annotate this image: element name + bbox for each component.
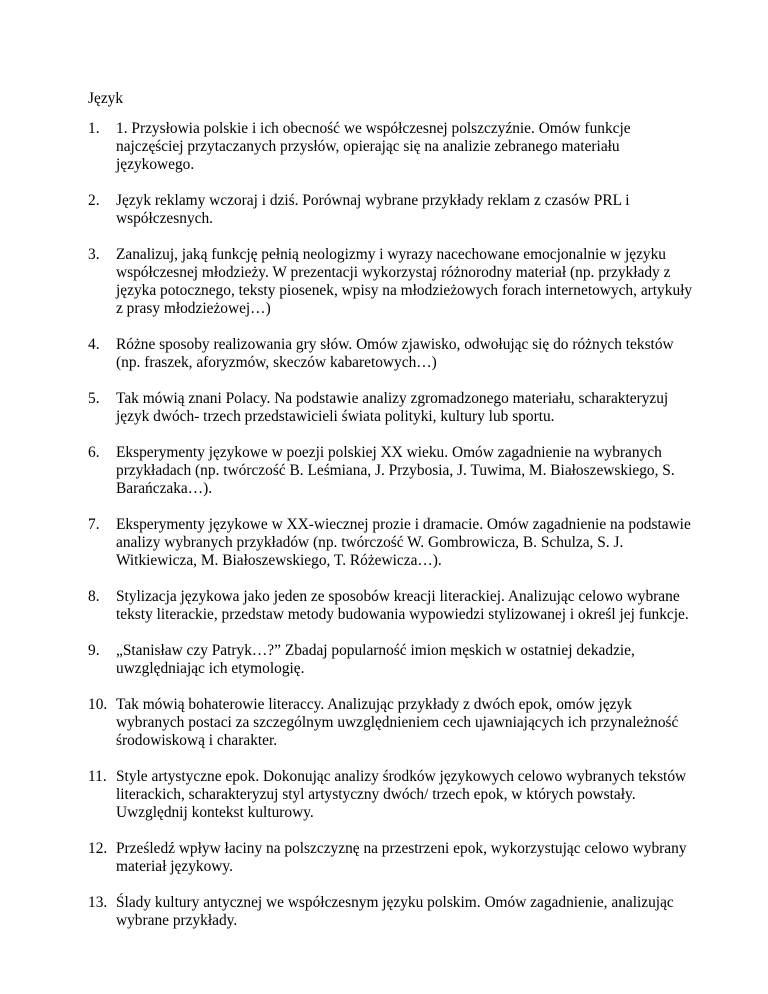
item-number: 13. bbox=[88, 894, 108, 911]
item-number: 4. bbox=[88, 336, 100, 353]
item-number: 11. bbox=[88, 768, 107, 785]
item-number: 12. bbox=[88, 840, 108, 857]
list-item bbox=[88, 894, 700, 930]
item-text: Style artystyczne epok. Dokonując analizy środków językowych celowo wybranych tekstów literackich, scharakteryzuj styl artystyczny dwóch/ trzech epok, w których powstały. Uwzględnij kontekst kulturowy. bbox=[116, 768, 687, 821]
list-item bbox=[88, 390, 700, 426]
item-number: 9. bbox=[88, 642, 100, 659]
item-number: 7. bbox=[88, 516, 100, 533]
item-number: 6. bbox=[88, 444, 100, 461]
item-number: 3. bbox=[88, 246, 100, 263]
item-text: Stylizacja językowa jako jeden ze sposobów kreacji literackiej. Analizując celowo wybrane teksty literackie, przedstaw metody budowania wypowiedzi stylizowanej i określ jej funkcje. bbox=[116, 588, 689, 623]
item-number: 1. bbox=[88, 120, 100, 137]
item-text: Tak mówią bohaterowie literaccy. Analizując przykłady z dwóch epok, omów język wybranych postaci za szczególnym uwzględnieniem cech ujawniających ich przynależność środowiskową i charakter. bbox=[116, 696, 679, 749]
list-item bbox=[88, 120, 700, 174]
list-item bbox=[88, 642, 700, 678]
list-item bbox=[88, 192, 700, 228]
item-text: Język reklamy wczoraj i dziś. Porównaj wybrane przykłady reklam z czasów PRL i współczesnych. bbox=[116, 192, 630, 227]
item-text: Ślady kultury antycznej we współczesnym języku polskim. Omów zagadnienie, analizując wybrane przykłady. bbox=[116, 894, 674, 929]
list-item bbox=[88, 444, 700, 498]
item-text: Zanalizuj, jaką funkcję pełnią neologizmy i wyrazy nacechowane emocjonalnie w języku współczesnej młodzieży. W prezentacji wykorzystaj różnorodny materiał (np. przykłady z języka potocznego, teksty piosenek, wpisy na młodzieżowych forach internetowych, artykuły z prasy młodzieżowej…) bbox=[116, 246, 693, 317]
item-text: 1. Przysłowia polskie i ich obecność we współczesnej polszczyźnie. Omów funkcje najczęściej przytaczanych przysłów, opierając się na analizie zebranego materiału językowego. bbox=[116, 120, 631, 173]
topic-list bbox=[88, 120, 700, 948]
item-text: Prześledź wpływ łaciny na polszczyznę na przestrzeni epok, wykorzystując celowo wybrany materiał językowy. bbox=[116, 840, 687, 875]
item-number: 8. bbox=[88, 588, 100, 605]
item-number: 10. bbox=[88, 696, 108, 713]
list-item bbox=[88, 588, 700, 624]
item-number: 2. bbox=[88, 192, 100, 209]
list-item bbox=[88, 768, 700, 822]
item-text: „Stanisław czy Patryk…?” Zbadaj popularność imion męskich w ostatniej dekadzie, uwzględniając ich etymologię. bbox=[116, 642, 635, 677]
list-item bbox=[88, 246, 700, 318]
item-number: 5. bbox=[88, 390, 100, 407]
item-text: Eksperymenty językowe w XX-wiecznej prozie i dramacie. Omów zagadnienie na podstawie analizy wybranych przykładów (np. twórczość W. Gombrowicza, B. Schulza, S. J. Witkiewicza, M. Białoszewskiego, T. Różewicza…). bbox=[116, 516, 691, 569]
item-text: Różne sposoby realizowania gry słów. Omów zjawisko, odwołując się do różnych tekstów (np. fraszek, aforyzmów, skeczów kabaretowych…) bbox=[116, 336, 674, 371]
list-item bbox=[88, 696, 700, 750]
item-text: Tak mówią znani Polacy. Na podstawie analizy zgromadzonego materiału, scharakteryzuj język dwóch- trzech przedstawicieli świata polityki, kultury lub sportu. bbox=[116, 390, 669, 425]
item-text: Eksperymenty językowe w poezji polskiej XX wieku. Omów zagadnienie na wybranych przykładach (np. twórczość B. Leśmiana, J. Przybosia, J. Tuwima, M. Białoszewskiego, S. Barańczaka…). bbox=[116, 444, 675, 497]
list-item bbox=[88, 840, 700, 876]
list-item bbox=[88, 336, 700, 372]
list-item bbox=[88, 516, 700, 570]
document-heading: Język bbox=[88, 90, 124, 107]
